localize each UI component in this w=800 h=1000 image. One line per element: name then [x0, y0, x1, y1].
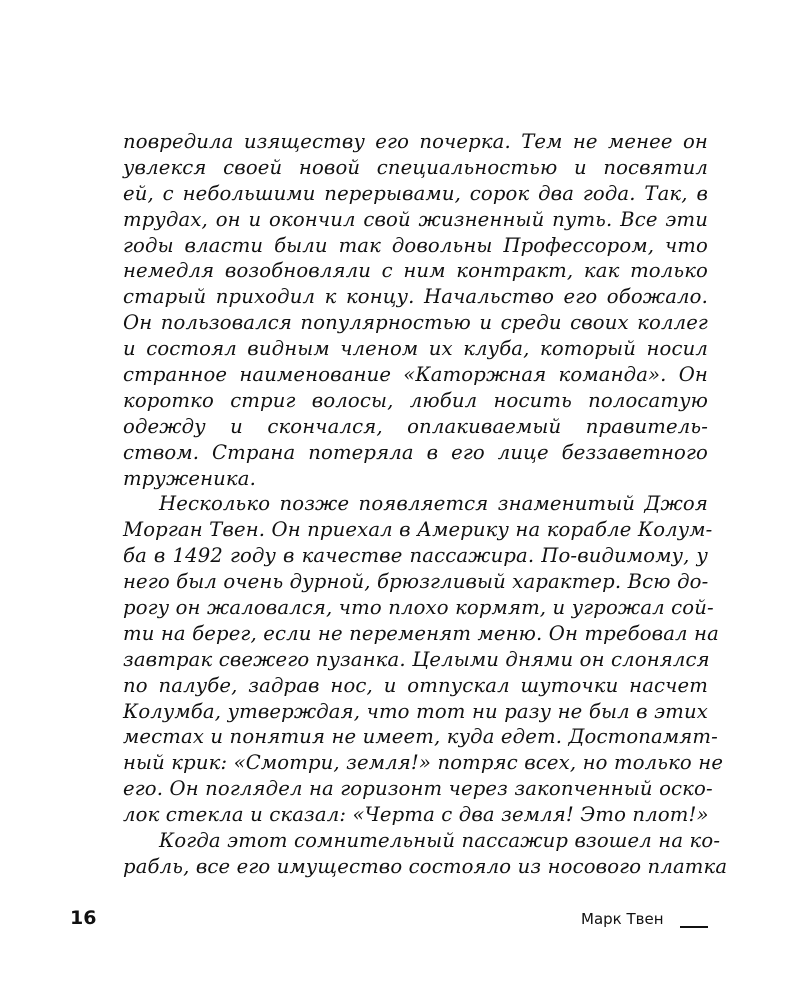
text-line: ством. Страна потеряла в его лице беззаветного: [123, 440, 708, 464]
text-line: увлекся своей новой специальностью и посвятил: [123, 155, 708, 179]
text-line: годы власти были так довольны Профессором, что: [123, 233, 708, 257]
text-line: рабль, все его имущество состояло из носового платка: [123, 854, 728, 878]
text-line: рогу он жаловался, что плохо кормят, и угрожал сой-: [123, 596, 714, 620]
text-line: Он пользовался популярностью и среди своих коллег: [123, 311, 708, 335]
text-line: Колумба, утверждая, что тот ни разу не был в этих: [123, 699, 708, 723]
text-line: его. Он поглядел на горизонт через закопченный оско-: [123, 777, 713, 801]
body-text: [123, 129, 728, 880]
running-title: Марк Твен: [581, 910, 664, 928]
text-line: завтрак свежего пузанка. Целыми днями он слонялся: [123, 647, 710, 671]
footer-rule: [680, 926, 708, 928]
text-line: старый приходил к концу. Начальство его обожало.: [123, 285, 708, 309]
text-line: одежду и скончался, оплакиваемый правитель-: [123, 414, 708, 438]
text-line: Морган Твен. Он приехал в Америку на корабле Колум-: [123, 518, 713, 542]
text-line: по палубе, задрав нос, и отпускал шуточки насчет: [123, 673, 708, 697]
text-line: ти на берег, если не переменят меню. Он требовал на: [123, 621, 719, 645]
page-number: 16: [70, 907, 97, 929]
text-line: ный крик: «Смотри, земля!» потряс всех, но только не: [123, 751, 724, 775]
text-line: трудах, он и окончил свой жизненный путь. Все эти: [123, 207, 708, 231]
text-line: него был очень дурной, брюзгливый характер. Всю до-: [123, 570, 709, 594]
text-line: ей, с небольшими перерывами, сорок два года. Так, в: [123, 181, 708, 205]
text-line: лок стекла и сказал: «Черта с два земля! Это плот!»: [123, 803, 709, 827]
text-line: ба в 1492 году в качестве пассажира. По-видимому, у: [123, 544, 708, 568]
text-line: немедля возобновляли с ним контракт, как только: [123, 259, 708, 283]
text-line: и состоял видным членом их клуба, который носил: [123, 337, 708, 361]
paragraph-start-line: Когда этот сомнительный пассажир взошел на ко-: [159, 829, 721, 853]
text-line: странное наименование «Каторжная команда». Он: [123, 363, 708, 387]
paragraph-start-line: Несколько позже появляется знаменитый Джоя: [159, 492, 708, 516]
text-line: местах и понятия не имеет, куда едет. Достопамят-: [123, 725, 718, 749]
text-line: повредила изяществу его почерка. Тем не менее он: [123, 130, 708, 153]
text-line: коротко стриг волосы, любил носить полосатую: [123, 388, 708, 412]
text-line: труженика.: [123, 466, 256, 490]
